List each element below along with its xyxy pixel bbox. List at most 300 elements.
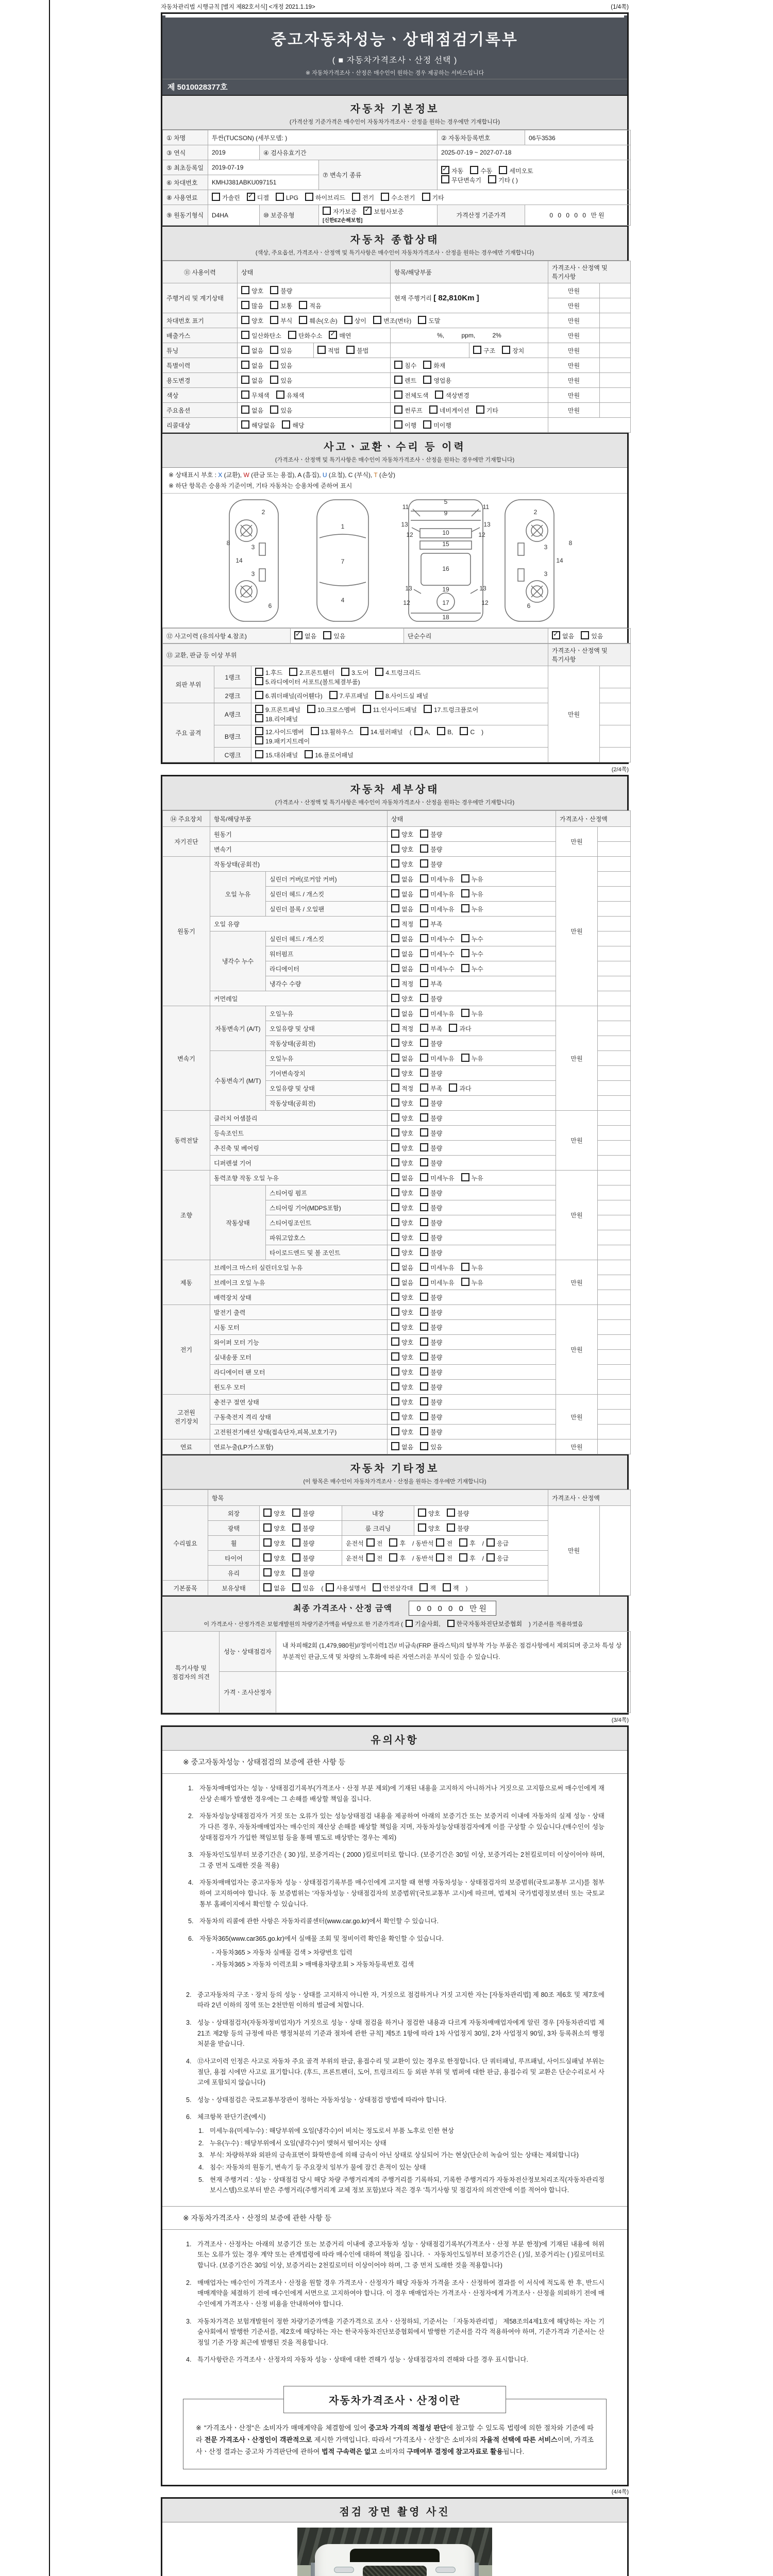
- checkbox-icon[interactable]: [420, 919, 428, 927]
- checkbox-icon[interactable]: [375, 668, 383, 676]
- checkbox-icon[interactable]: [389, 1538, 397, 1547]
- checkbox-icon[interactable]: [391, 919, 399, 927]
- checkbox-icon[interactable]: [420, 994, 428, 1002]
- checkbox-icon[interactable]: [423, 376, 431, 384]
- checkbox-icon[interactable]: [212, 193, 220, 201]
- checkbox-icon[interactable]: [317, 346, 326, 354]
- checkbox-icon[interactable]: [414, 727, 423, 735]
- checkbox-icon[interactable]: [276, 391, 284, 399]
- remark-cell: [598, 842, 631, 857]
- checkbox-icon[interactable]: [255, 750, 263, 758]
- checkbox-icon[interactable]: [420, 1412, 428, 1420]
- checkbox-icon[interactable]: [420, 1009, 428, 1017]
- checkbox-icon[interactable]: [470, 166, 478, 174]
- checkbox-icon[interactable]: [420, 1367, 428, 1376]
- option: [436, 1553, 452, 1563]
- item-label: 실린더 블록 / 오일팬: [266, 902, 388, 917]
- remark-cell: [598, 1350, 631, 1365]
- checkbox-icon[interactable]: [436, 1553, 444, 1562]
- checkbox-icon[interactable]: [263, 1583, 272, 1591]
- checkbox-icon[interactable]: [394, 405, 402, 414]
- remark-cell: [600, 403, 631, 418]
- checkbox-icon[interactable]: [391, 1113, 399, 1122]
- checkbox-icon[interactable]: [276, 193, 284, 201]
- option: [270, 286, 292, 295]
- item-label: 브레이크 오일 누유: [210, 1275, 388, 1290]
- checkbox-checked-icon[interactable]: [441, 166, 449, 174]
- checkbox-icon[interactable]: [391, 1233, 399, 1241]
- checkbox-icon[interactable]: [255, 705, 263, 713]
- checkbox-icon[interactable]: [420, 949, 428, 957]
- diagram-part-number: 12: [478, 531, 485, 538]
- checkbox-icon[interactable]: [460, 727, 468, 735]
- checkbox-icon[interactable]: [391, 1427, 399, 1435]
- column-header: 가격조사ㆍ산정액: [548, 1490, 631, 1506]
- option: [420, 1203, 442, 1212]
- price-cell: 만원: [556, 1171, 598, 1260]
- state-options: [388, 1141, 556, 1156]
- checkbox-icon[interactable]: [329, 691, 338, 699]
- checkbox-icon[interactable]: [381, 193, 389, 201]
- text-segment: (손상): [377, 471, 396, 479]
- checkbox-icon[interactable]: [406, 1620, 413, 1627]
- checkbox-icon[interactable]: [305, 193, 313, 201]
- checkbox-icon[interactable]: [461, 1009, 469, 1017]
- checkbox-icon[interactable]: [420, 934, 428, 942]
- checkbox-icon[interactable]: [459, 1553, 467, 1562]
- checkbox-icon[interactable]: [391, 1009, 399, 1017]
- checkbox-icon[interactable]: [420, 1382, 428, 1391]
- checkbox-icon[interactable]: [391, 994, 399, 1002]
- field-label: 가격산정 기준가격: [438, 205, 525, 226]
- option-label: 없음: [401, 965, 414, 973]
- checkbox-icon[interactable]: [391, 1143, 399, 1151]
- checkbox-icon[interactable]: [461, 1263, 469, 1271]
- checkbox-icon[interactable]: [486, 1538, 495, 1547]
- checkbox-icon[interactable]: [420, 1054, 428, 1062]
- option-label: 양호: [401, 831, 414, 838]
- sub-group-label: 작동상태: [210, 1185, 266, 1260]
- checkbox-icon[interactable]: [326, 1583, 334, 1591]
- checkbox-icon[interactable]: [394, 376, 402, 384]
- checkbox-icon[interactable]: [420, 1039, 428, 1047]
- checkbox-icon[interactable]: [420, 1113, 428, 1122]
- option-label: 미세누유: [430, 1010, 455, 1018]
- final-price-note: [162, 1619, 627, 1628]
- item-label: 오일유량 및 상태: [266, 1021, 388, 1036]
- option-label: 누유: [471, 906, 483, 913]
- checkbox-icon[interactable]: [461, 889, 469, 897]
- checkbox-icon[interactable]: [282, 420, 290, 429]
- table-row: [163, 1632, 631, 1672]
- checkbox-checked-icon[interactable]: [329, 331, 337, 339]
- checkbox-icon[interactable]: [373, 316, 381, 324]
- checkbox-icon[interactable]: [476, 405, 484, 414]
- checkbox-icon[interactable]: [341, 668, 349, 676]
- checkbox-icon[interactable]: [241, 301, 249, 309]
- option: [420, 1188, 442, 1197]
- option: [292, 1538, 314, 1548]
- checkbox-icon[interactable]: [311, 727, 319, 735]
- checkbox-icon[interactable]: [391, 1158, 399, 1166]
- checkbox-icon[interactable]: [420, 1263, 428, 1271]
- checkbox-icon[interactable]: [391, 1442, 399, 1450]
- checkbox-icon[interactable]: [391, 844, 399, 853]
- checkbox-icon[interactable]: [255, 714, 263, 722]
- checkbox-icon[interactable]: [418, 316, 426, 324]
- checkbox-icon[interactable]: [443, 1583, 451, 1591]
- checkbox-icon[interactable]: [391, 1308, 399, 1316]
- checkbox-icon[interactable]: [270, 346, 278, 354]
- checkbox-icon[interactable]: [424, 705, 432, 713]
- checkbox-icon[interactable]: [255, 736, 263, 744]
- checkbox-icon[interactable]: [420, 874, 428, 883]
- checkbox-icon[interactable]: [436, 1538, 444, 1547]
- option-label: 후: [469, 1540, 476, 1547]
- checkbox-icon[interactable]: [241, 391, 249, 399]
- checkbox-icon[interactable]: [270, 286, 278, 294]
- checkbox-icon[interactable]: [292, 1553, 300, 1562]
- option: [255, 705, 300, 714]
- option: [449, 1024, 471, 1033]
- checkbox-icon[interactable]: [461, 1054, 469, 1062]
- checkbox-icon[interactable]: [419, 1583, 428, 1591]
- checkbox-icon[interactable]: [363, 705, 371, 713]
- item-label: 타이로드엔드 및 볼 조인트: [266, 1245, 388, 1260]
- checkbox-icon[interactable]: [420, 1128, 428, 1137]
- checkbox-icon[interactable]: [461, 949, 469, 957]
- remark-cell: [598, 961, 631, 976]
- checkbox-icon[interactable]: [391, 1263, 399, 1271]
- option-label: 양호: [401, 1309, 414, 1316]
- checkbox-icon[interactable]: [420, 889, 428, 897]
- checkbox-icon[interactable]: [391, 949, 399, 957]
- checkbox-icon[interactable]: [241, 405, 249, 414]
- inspector-label: 성능ㆍ상태점검자: [220, 1632, 276, 1672]
- checkbox-icon[interactable]: [391, 1397, 399, 1405]
- checkbox-icon[interactable]: [391, 1083, 399, 1092]
- section-title: 자동차 종합상태: [350, 234, 440, 246]
- checkbox-icon[interactable]: [420, 1427, 428, 1435]
- checkbox-icon[interactable]: [461, 1278, 469, 1286]
- state-options: [388, 1320, 556, 1335]
- checkbox-icon[interactable]: [391, 1382, 399, 1391]
- checkbox-icon[interactable]: [391, 964, 399, 972]
- field-label: ① 차명: [163, 130, 208, 145]
- checkbox-icon[interactable]: [423, 420, 431, 429]
- checkbox-icon[interactable]: [391, 1054, 399, 1062]
- checkbox-icon[interactable]: [420, 1352, 428, 1361]
- checkbox-icon[interactable]: [255, 727, 263, 735]
- checkbox-icon[interactable]: [391, 1412, 399, 1420]
- checkbox-icon[interactable]: [473, 346, 481, 354]
- checkbox-icon[interactable]: [299, 316, 307, 324]
- checkbox-icon[interactable]: [373, 1583, 381, 1591]
- checkbox-icon[interactable]: [391, 979, 399, 987]
- checkbox-icon[interactable]: [263, 1509, 272, 1517]
- column-header: 항목: [208, 1490, 548, 1506]
- checkbox-icon[interactable]: [461, 964, 469, 972]
- checkbox-icon[interactable]: [391, 1203, 399, 1211]
- checkbox-icon[interactable]: [391, 1248, 399, 1256]
- checkbox-icon[interactable]: [241, 316, 249, 324]
- checkbox-icon[interactable]: [420, 1158, 428, 1166]
- checkbox-icon[interactable]: [391, 1293, 399, 1301]
- option: [263, 1553, 285, 1563]
- checkbox-icon[interactable]: [366, 1553, 375, 1562]
- valuation-box-title: 자동차가격조사ㆍ산정이란: [283, 2386, 506, 2413]
- checkbox-icon[interactable]: [420, 1278, 428, 1286]
- checkbox-icon[interactable]: [420, 1218, 428, 1226]
- checkbox-icon[interactable]: [486, 1553, 495, 1562]
- checkbox-icon[interactable]: [391, 889, 399, 897]
- checkbox-icon[interactable]: [429, 405, 438, 414]
- checkbox-icon[interactable]: [391, 1024, 399, 1032]
- table-row: [163, 388, 631, 403]
- state-options: [388, 1006, 556, 1021]
- checkbox-icon[interactable]: [420, 1173, 428, 1181]
- checkbox-icon[interactable]: [420, 1083, 428, 1092]
- checkbox-icon[interactable]: [241, 346, 249, 354]
- state-options: [388, 1081, 556, 1096]
- checkbox-icon[interactable]: [305, 750, 313, 758]
- state-options: [388, 946, 556, 961]
- checkbox-icon[interactable]: [346, 346, 355, 354]
- checkbox-icon[interactable]: [241, 331, 249, 339]
- checkbox-icon[interactable]: [391, 1098, 399, 1107]
- checkbox-icon[interactable]: [389, 1553, 397, 1562]
- checkbox-icon[interactable]: [391, 1367, 399, 1376]
- remark-cell: [598, 872, 631, 887]
- checkbox-icon[interactable]: [502, 346, 510, 354]
- checkbox-icon[interactable]: [420, 1337, 428, 1346]
- state-options: [388, 902, 556, 917]
- diagram-part-number: 4: [341, 597, 345, 604]
- detail-row: [163, 1439, 631, 1454]
- item-label: 충전구 절연 상태: [210, 1395, 388, 1410]
- checkbox-checked-icon[interactable]: [247, 193, 255, 201]
- rank-label: 2랭크: [214, 688, 251, 703]
- price-cell: 만원: [548, 403, 600, 418]
- checkbox-checked-icon[interactable]: [363, 207, 372, 215]
- checkbox-icon[interactable]: [447, 1620, 455, 1627]
- checkbox-icon[interactable]: [461, 934, 469, 942]
- checkbox-icon[interactable]: [241, 420, 249, 429]
- option: [294, 631, 316, 640]
- checkbox-icon[interactable]: [391, 934, 399, 942]
- checkbox-icon[interactable]: [420, 1442, 428, 1450]
- checkbox-icon[interactable]: [292, 1523, 300, 1532]
- checkbox-icon[interactable]: [307, 705, 315, 713]
- checkbox-icon[interactable]: [292, 1538, 300, 1547]
- checkbox-icon[interactable]: [391, 829, 399, 838]
- option: [391, 979, 413, 988]
- option: [391, 1337, 413, 1347]
- diagram-part-number: 13: [401, 521, 408, 528]
- checkbox-icon[interactable]: [461, 1173, 469, 1181]
- checkbox-icon[interactable]: [360, 727, 368, 735]
- option: [419, 1583, 436, 1592]
- checkbox-icon[interactable]: [420, 904, 428, 912]
- checkbox-icon[interactable]: [420, 964, 428, 972]
- checkbox-icon[interactable]: [292, 1509, 300, 1517]
- checkbox-icon[interactable]: [391, 1218, 399, 1226]
- option-label: 미세누유: [430, 1279, 455, 1286]
- remark-cell: [598, 1006, 631, 1021]
- photo-area: [162, 2522, 627, 2576]
- option-label: 있음: [591, 633, 603, 640]
- checkbox-icon[interactable]: [391, 904, 399, 912]
- checkbox-icon[interactable]: [299, 301, 307, 309]
- checkbox-icon[interactable]: [447, 1523, 455, 1532]
- checkbox-icon[interactable]: [391, 1278, 399, 1286]
- checkbox-icon[interactable]: [263, 1568, 272, 1577]
- checkbox-icon[interactable]: [391, 1128, 399, 1137]
- checkbox-icon[interactable]: [447, 1509, 455, 1517]
- checkbox-icon[interactable]: [375, 691, 383, 699]
- checkbox-icon[interactable]: [241, 286, 249, 294]
- checkbox-icon[interactable]: [255, 677, 263, 685]
- option: [423, 376, 451, 385]
- checkbox-icon[interactable]: [420, 979, 428, 987]
- checkbox-icon[interactable]: [391, 1069, 399, 1077]
- remark-cell: [598, 1021, 631, 1036]
- checkbox-icon[interactable]: [391, 1352, 399, 1361]
- checkbox-icon[interactable]: [461, 874, 469, 883]
- checkbox-icon[interactable]: [420, 1397, 428, 1405]
- checkbox-icon[interactable]: [420, 1308, 428, 1316]
- checkbox-icon[interactable]: [422, 193, 430, 201]
- checkbox-icon[interactable]: [420, 1069, 428, 1077]
- checkbox-icon[interactable]: [435, 391, 443, 399]
- checkbox-icon[interactable]: [352, 193, 360, 201]
- option: [241, 391, 270, 400]
- option: [346, 346, 368, 355]
- option-label: 양호: [274, 1570, 286, 1577]
- checkbox-icon[interactable]: [270, 405, 278, 414]
- checkbox-icon[interactable]: [423, 361, 431, 369]
- checkbox-icon[interactable]: [420, 1233, 428, 1241]
- checkbox-checked-icon[interactable]: [552, 631, 560, 639]
- option: [437, 727, 453, 736]
- checkbox-icon[interactable]: [420, 859, 428, 868]
- checkbox-icon[interactable]: [394, 391, 402, 399]
- item-label: 오일누유: [266, 1006, 388, 1021]
- checkbox-checked-icon[interactable]: [294, 631, 303, 639]
- checkbox-icon[interactable]: [270, 301, 278, 309]
- checkbox-icon[interactable]: [420, 1323, 428, 1331]
- checkbox-icon[interactable]: [241, 361, 249, 369]
- state-options: [388, 1290, 556, 1305]
- option-label: 이행: [405, 422, 417, 429]
- checkbox-icon[interactable]: [255, 668, 263, 676]
- option: [391, 1024, 413, 1033]
- checkbox-icon[interactable]: [391, 1039, 399, 1047]
- option-label: 부족: [430, 1085, 443, 1092]
- checkbox-icon[interactable]: [581, 631, 589, 639]
- checkbox-icon[interactable]: [391, 859, 399, 868]
- price-cell: 만원: [556, 857, 598, 1006]
- checkbox-icon[interactable]: [441, 175, 449, 183]
- checkbox-icon[interactable]: [292, 1568, 300, 1577]
- remark-cell: [598, 1335, 631, 1350]
- checkbox-icon[interactable]: [420, 844, 428, 853]
- checkbox-icon[interactable]: [270, 376, 278, 384]
- notice-subheader: ※ 중고자동차성능ㆍ상태점검의 보증에 관한 사항 등: [162, 1751, 627, 1774]
- checkbox-icon[interactable]: [391, 1173, 399, 1181]
- state-options: [388, 1156, 556, 1171]
- checkbox-icon[interactable]: [488, 175, 496, 183]
- checkbox-icon[interactable]: [394, 420, 402, 429]
- checkbox-icon[interactable]: [344, 316, 352, 324]
- checkbox-icon[interactable]: [391, 1323, 399, 1331]
- checkbox-icon[interactable]: [255, 691, 263, 699]
- option-label: 불량: [303, 1525, 315, 1532]
- checkbox-icon[interactable]: [420, 1143, 428, 1151]
- checkbox-icon[interactable]: [420, 1188, 428, 1196]
- item-label: 오일유량 및 상태: [266, 1081, 388, 1096]
- checkbox-icon[interactable]: [289, 668, 297, 676]
- option-label: 수동: [480, 167, 493, 175]
- headlight: [334, 2567, 354, 2573]
- checkbox-icon[interactable]: [499, 166, 507, 174]
- checkbox-icon[interactable]: [418, 1509, 426, 1517]
- checkbox-icon[interactable]: [437, 727, 445, 735]
- vehicle-front: [315, 2544, 475, 2576]
- checkbox-icon[interactable]: [241, 376, 249, 384]
- checkbox-icon[interactable]: [263, 1538, 272, 1547]
- checkbox-icon[interactable]: [263, 1523, 272, 1532]
- state-options: [388, 1439, 556, 1454]
- diagram-part-number: 8: [226, 539, 230, 547]
- checkbox-icon[interactable]: [420, 1293, 428, 1301]
- checkbox-icon[interactable]: [366, 1538, 375, 1547]
- checkbox-icon[interactable]: [418, 1523, 426, 1532]
- checkbox-icon[interactable]: [420, 829, 428, 838]
- item-label: 실내송풍 모터: [210, 1350, 388, 1365]
- checkbox-icon[interactable]: [270, 361, 278, 369]
- state-options: [388, 976, 556, 991]
- option: [420, 934, 454, 943]
- option-label: 12.사이드멤버: [265, 728, 304, 736]
- page-2: [161, 775, 629, 1715]
- checkbox-icon[interactable]: [420, 1203, 428, 1211]
- checkbox-icon[interactable]: [420, 1024, 428, 1032]
- option: [292, 1523, 314, 1533]
- checkbox-icon[interactable]: [461, 904, 469, 912]
- checkbox-icon[interactable]: [270, 316, 278, 324]
- transmission-options: [438, 160, 631, 190]
- checkbox-icon[interactable]: [323, 631, 331, 639]
- checkbox-icon[interactable]: [323, 207, 331, 215]
- checkbox-icon[interactable]: [292, 1583, 300, 1591]
- checkbox-icon[interactable]: [391, 1188, 399, 1196]
- checkbox-icon[interactable]: [449, 1024, 457, 1032]
- option-label: 적정: [401, 980, 414, 988]
- device-group-label: 전기: [163, 1305, 210, 1395]
- checkbox-icon[interactable]: [459, 1538, 467, 1547]
- checkbox-icon[interactable]: [420, 1098, 428, 1107]
- text-segment: 이며, 가격조사ㆍ산정 결과는 중고차 가격판단에 관하여: [196, 2435, 594, 2455]
- checkbox-icon[interactable]: [394, 361, 402, 369]
- checkbox-icon[interactable]: [420, 1248, 428, 1256]
- checkbox-icon[interactable]: [288, 331, 296, 339]
- checkbox-icon[interactable]: [449, 1083, 457, 1092]
- option: [420, 1173, 454, 1182]
- checkbox-icon[interactable]: [263, 1553, 272, 1562]
- checkbox-icon[interactable]: [391, 1337, 399, 1346]
- checkbox-icon[interactable]: [391, 874, 399, 883]
